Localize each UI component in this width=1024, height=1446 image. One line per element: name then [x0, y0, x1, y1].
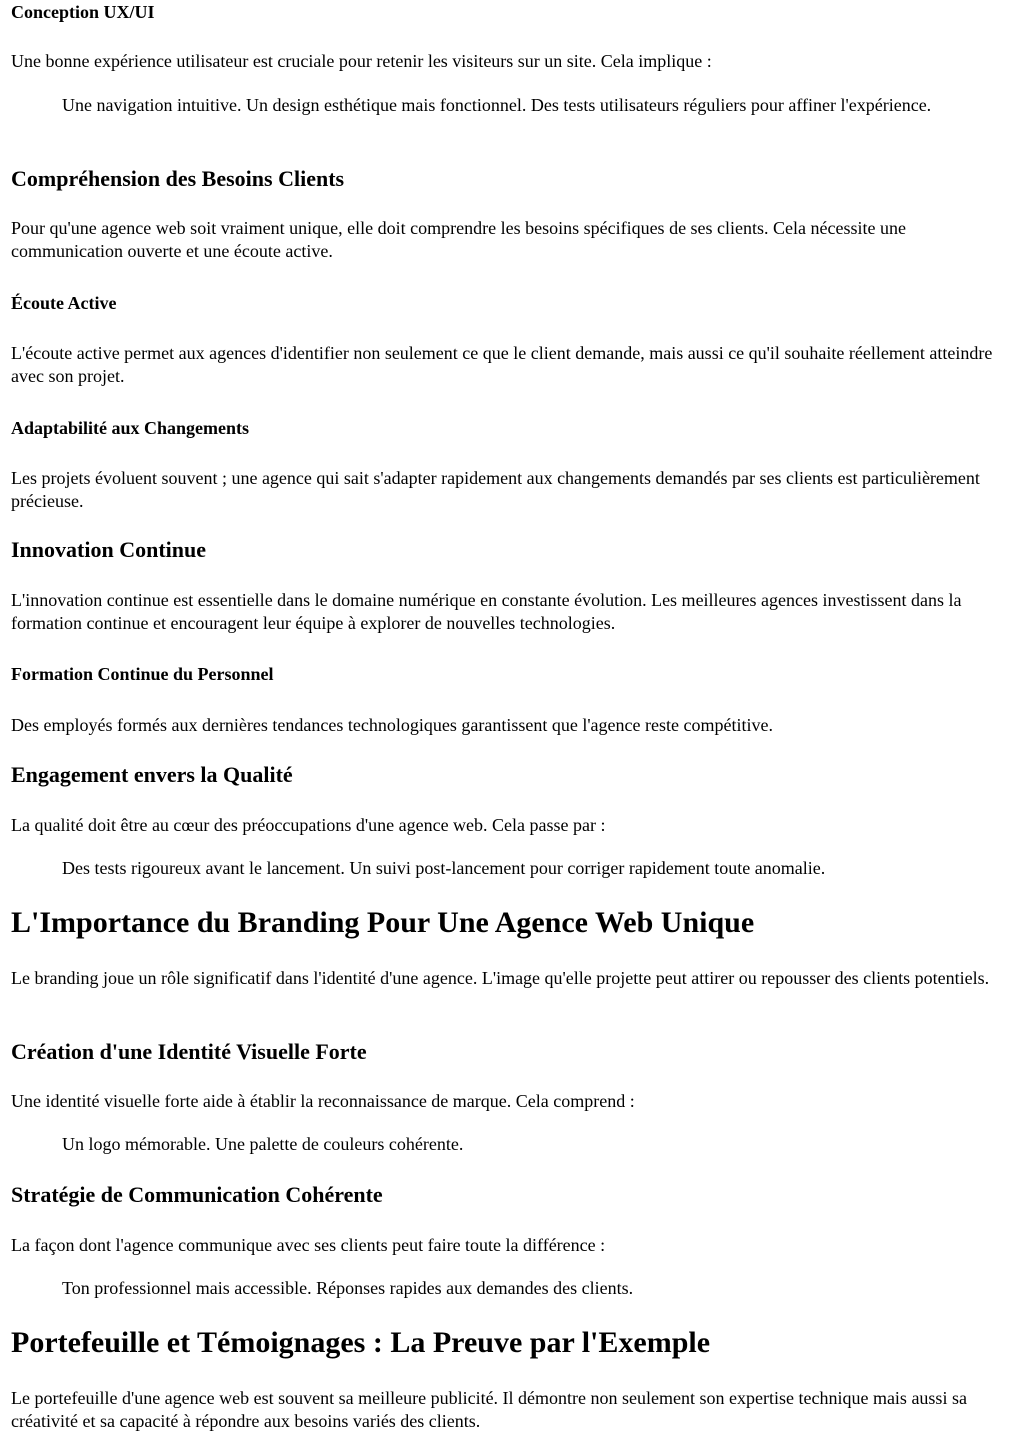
heading-formation-continue: Formation Continue du Personnel — [11, 664, 274, 684]
quote-conception-ux-ui: Une navigation intuitive. Un design esthétique mais fonctionnel. Des tests utilisateurs réguliers pour affiner l'expérience. — [62, 95, 932, 115]
heading-portefeuille-temoignages: Portefeuille et Témoignages : La Preuve par l'Exemple — [11, 1326, 711, 1359]
paragraph-identite-visuelle: Une identité visuelle forte aide à établir la reconnaissance de marque. Cela comprend : — [11, 1091, 635, 1111]
paragraph-comprehension-besoins: Pour qu'une agence web soit vraiment unique, elle doit comprendre les besoins spécifiques de ses clients. Cela nécessite une communication ouverte et une écoute active. — [11, 218, 906, 261]
heading-conception-ux-ui: Conception UX/UI — [11, 2, 155, 22]
heading-adaptabilite: Adaptabilité aux Changements — [11, 418, 250, 438]
paragraph-engagement-qualite: La qualité doit être au cœur des préoccupations d'une agence web. Cela passe par : — [11, 815, 606, 835]
quote-strategie-communication: Ton professionnel mais accessible. Réponses rapides aux demandes des clients. — [62, 1278, 634, 1298]
paragraph-portefeuille-temoignages: Le portefeuille d'une agence web est souvent sa meilleure publicité. Il démontre non seulement son expertise technique mais aussi sa créativité et sa capacité à répondre aux besoins variés des clients. — [11, 1388, 967, 1431]
paragraph-innovation-continue: L'innovation continue est essentielle dans le domaine numérique en constante évolution. Les meilleures agences investissent dans la formation continue et encouragent leur équipe à explorer de nouvelles technologies. — [11, 590, 962, 633]
paragraph-adaptabilite: Les projets évoluent souvent ; une agence qui sait s'adapter rapidement aux changements demandés par ses clients est particulièrement précieuse. — [11, 468, 980, 511]
heading-identite-visuelle: Création d'une Identité Visuelle Forte — [11, 1039, 367, 1064]
heading-ecoute-active: Écoute Active — [11, 293, 117, 313]
paragraph-formation-continue: Des employés formés aux dernières tendances technologiques garantissent que l'agence reste compétitive. — [11, 715, 773, 735]
heading-engagement-qualite: Engagement envers la Qualité — [11, 762, 293, 787]
heading-innovation-continue: Innovation Continue — [11, 537, 207, 562]
heading-importance-branding: L'Importance du Branding Pour Une Agence Web Unique — [11, 906, 755, 939]
quote-engagement-qualite: Des tests rigoureux avant le lancement. Un suivi post-lancement pour corriger rapidement toute anomalie. — [62, 858, 826, 878]
heading-strategie-communication: Stratégie de Communication Cohérente — [11, 1182, 383, 1207]
paragraph-strategie-communication: La façon dont l'agence communique avec ses clients peut faire toute la différence : — [11, 1235, 606, 1255]
quote-identite-visuelle: Un logo mémorable. Une palette de couleurs cohérente. — [62, 1134, 464, 1154]
paragraph-conception-ux-ui: Une bonne expérience utilisateur est cruciale pour retenir les visiteurs sur un site. Cela implique : — [11, 51, 712, 71]
heading-comprehension-besoins: Compréhension des Besoins Clients — [11, 166, 345, 191]
paragraph-ecoute-active: L'écoute active permet aux agences d'identifier non seulement ce que le client demande, mais aussi ce qu'il souhaite réellement atteindre avec son projet. — [11, 343, 993, 386]
paragraph-importance-branding: Le branding joue un rôle significatif dans l'identité d'une agence. L'image qu'elle projette peut attirer ou repousser des clients potentiels. — [11, 968, 990, 988]
